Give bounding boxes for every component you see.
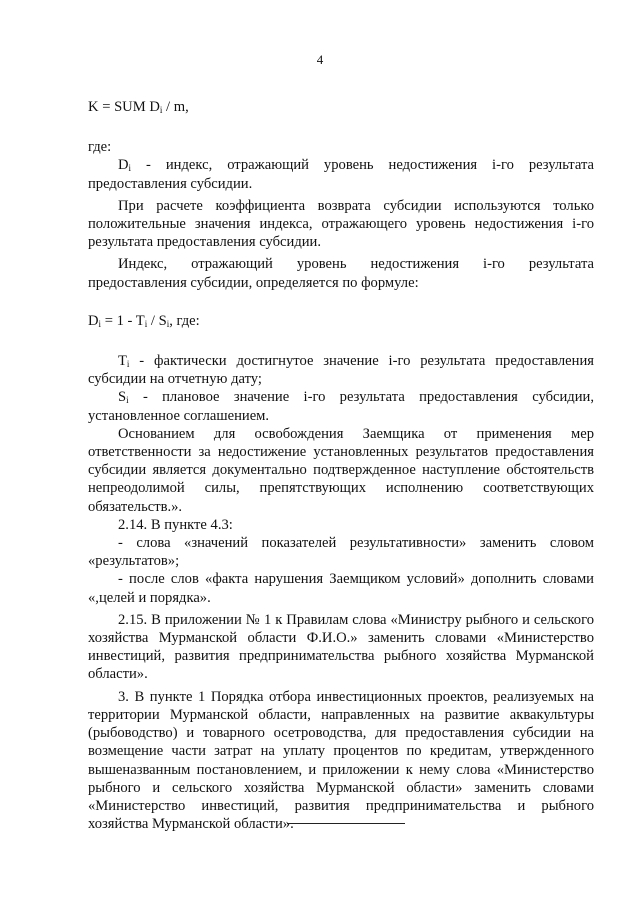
ti-definition-text: - фактически достигнутое значение i-го результата предоставления субсидии на отчетную дату; xyxy=(88,353,594,388)
where-label: где: xyxy=(88,139,112,156)
ti-definition xyxy=(88,352,594,388)
di-definition xyxy=(88,156,594,192)
formula-k-pre: K = SUM D xyxy=(88,99,160,115)
formula-k-sub: i xyxy=(159,105,163,115)
si-symbol: S xyxy=(118,389,127,406)
page-number: 4 xyxy=(316,52,324,67)
formula-k-post: / m, xyxy=(162,99,189,115)
document-body xyxy=(88,98,594,833)
item-3: 3. В пункте 1 Порядка отбора инвестиционных проектов, реализуемых на территории Мурманской области, направленных на развитие аквакультуры (рыбоводство) и товарного осетроводства, для предоставления субсидии на возмещение части затрат на уплату процентов по кредитам, утвержденного вышеназванным постановлением, и приложении к нему слова «Министерство рыбного и сельского хозяйства Мурманской области» заменить словами «Министерство инвестиций, развития предпринимательства и рыбного хозяйства Мурманской области». xyxy=(88,688,594,833)
paragraph-force-majeure: Основанием для освобождения Заемщика от применения мер ответственности за недостижение установленных результатов предоставления субсидии является документально подтвержденное наступление обстоятельств непреодолимой силы, препятствующих исполнению соответствующих обязательств.». xyxy=(88,425,594,515)
item-2-15: 2.15. В приложении № 1 к Правилам слова «Министру рыбного и сельского хозяйства Мурманской области Ф.И.О.» заменить словами «Министерство инвестиций, развития предпринимательства рыбного хозяйства Мурманской области». xyxy=(88,611,594,683)
ti-symbol: T xyxy=(118,353,127,370)
paragraph-positive-values: При расчете коэффициента возврата субсидии используются только положительные значения индекса, отражающего уровень недостижения i-го результата предоставления субсидии. xyxy=(88,197,594,251)
formula-d xyxy=(88,312,594,330)
item-2-14-b: - после слов «факта нарушения Заемщиком условий» дополнить словами «,целей и порядка». xyxy=(88,571,594,606)
formula-k xyxy=(88,98,594,116)
si-definition-text: - плановое значение i-го результата предоставления субсидии, установленное соглашением. xyxy=(88,389,594,424)
item-2-14: 2.14. В пункте 4.3: xyxy=(118,516,233,533)
di-definition-text: - индекс, отражающий уровень недостижения i-го результата предоставления субсидии. xyxy=(88,157,594,192)
formula-d-part-b: = 1 - T xyxy=(101,312,145,329)
formula-d-part-a: D xyxy=(88,312,99,329)
si-definition xyxy=(88,388,594,424)
formula-d-sub-a: i xyxy=(98,318,102,329)
paragraph-index-formula: Индекс, отражающий уровень недостижения i-го результата предоставления субсидии, определяется по формуле: xyxy=(88,256,594,291)
item-2-14-a: - слова «значений показателей результативности» заменить словом «результатов»; xyxy=(88,535,594,570)
si-symbol-sub: i xyxy=(126,395,129,406)
formula-d-part-c: / S xyxy=(147,312,167,329)
closing-rule xyxy=(287,823,405,824)
di-symbol-sub: i xyxy=(128,163,132,174)
di-symbol: D xyxy=(118,157,129,174)
formula-d-sub-b: i xyxy=(144,318,148,329)
ti-symbol-sub: i xyxy=(126,359,130,370)
formula-d-sub-c: i xyxy=(166,318,170,329)
formula-d-part-d: , где: xyxy=(169,312,200,329)
